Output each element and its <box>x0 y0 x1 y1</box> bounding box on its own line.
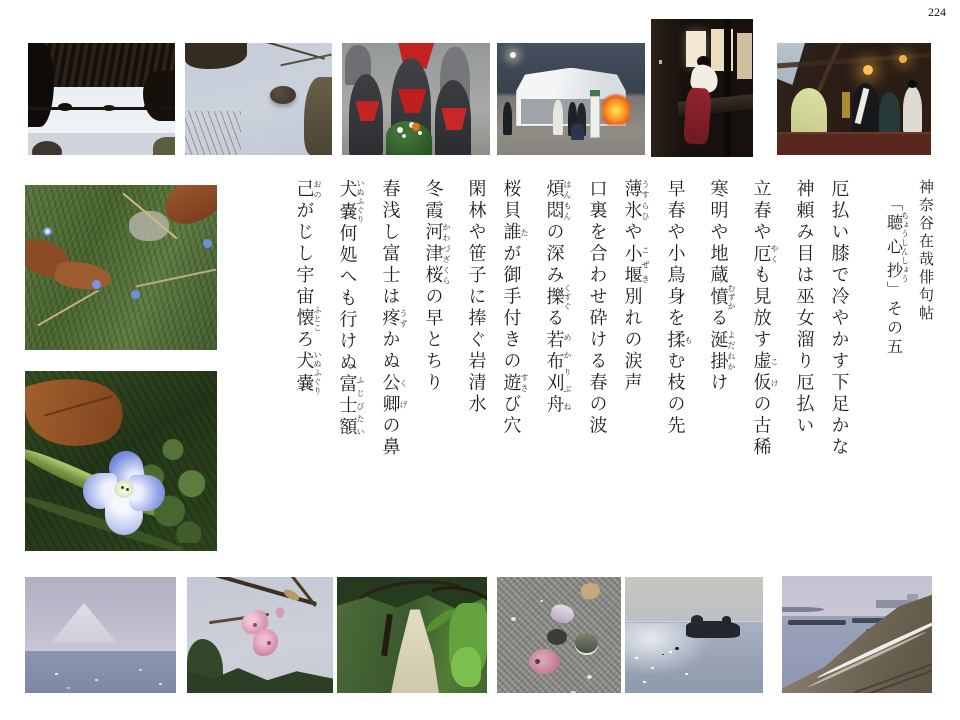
haiku-column-3: 立春や厄やくも見放す虚仮こけの古稀 <box>751 179 779 459</box>
shell <box>575 633 598 653</box>
photo-rock-islet <box>625 577 763 693</box>
photo-pond-reflection <box>28 43 175 155</box>
photo-shrine-maiden <box>651 19 753 157</box>
haiku-column-1: 厄払い膝で冷やかす下足かな <box>829 179 850 459</box>
red-hakama <box>683 87 712 145</box>
page-number: 224 <box>928 5 946 19</box>
figure <box>503 102 512 135</box>
petal <box>129 475 165 511</box>
haiku-column-7: 口裏を合わせ砕ける春の波 <box>587 179 608 437</box>
sacred-bonfire <box>602 93 630 125</box>
haiku-column-9: 桜貝誰たが御手付きの遊すさび穴 <box>501 179 529 437</box>
photo-veronica-closeup <box>25 371 217 551</box>
haiku-column-14: 己おのがじし宇宙懐ふところ犬嚢いぬふぐり <box>294 179 322 396</box>
pillar <box>724 19 731 157</box>
photo-hazy-fuji <box>25 577 176 693</box>
haiku-column-2: 神頼み目は巫女溜り厄払い <box>794 179 815 437</box>
dark-stone <box>547 629 567 645</box>
ceremony-sign <box>590 90 600 138</box>
railing <box>777 132 931 155</box>
haiku-column-13: 犬嚢いぬふぐり何処へも行けぬ富士額ふじびたい <box>337 179 365 439</box>
flower-center <box>114 480 134 498</box>
sea-birds <box>675 647 679 650</box>
pink-shell <box>529 649 560 674</box>
photo-beach-shells <box>497 577 621 693</box>
photo-kawazu-sakura <box>187 577 333 693</box>
cherry-blossom <box>253 629 278 656</box>
photo-shrine-worshippers <box>777 43 931 155</box>
haiku-column-8: 煩悶はんもんの深み擽くすぐる若布刈舟めかりぶね <box>544 179 572 416</box>
photo-jizo-statues <box>342 43 490 155</box>
lantern <box>899 55 907 63</box>
lantern <box>863 65 873 75</box>
haiku-text-block <box>279 179 933 581</box>
breakwater <box>788 620 846 625</box>
orange-flower <box>412 123 420 131</box>
haiku-column-11: 冬霞河津桜かわづざくらの早とちり <box>423 179 451 394</box>
branch <box>197 577 317 606</box>
blue-flowers <box>43 227 52 236</box>
figure <box>879 92 900 134</box>
volume-title: 「聴心抄 ちょうしんしょう」その五 <box>884 195 910 357</box>
album-title: 神奈谷在哉俳句帖 <box>917 179 933 323</box>
photo-bonfire-tent <box>497 43 645 155</box>
haiku-column-4: 寒明や地蔵憤むずかる涎掛よだれかけ <box>708 179 736 394</box>
haiku-column-5: 早春や小鳥身を揉もむ枝の先 <box>665 179 693 437</box>
white-robe-figure <box>903 86 922 132</box>
veronica-flower <box>83 451 167 535</box>
photo-beach-breakwaters <box>782 576 932 693</box>
photo-forest-path <box>337 577 487 693</box>
haiku-column-10: 閑林や笹子に捧ぐ岩清水 <box>466 179 487 416</box>
white-flowers <box>397 127 403 133</box>
priest-figure <box>553 100 563 135</box>
pond-rock <box>270 86 296 104</box>
lamp <box>510 52 516 58</box>
photo-inufuguri-field <box>25 185 217 350</box>
twig <box>280 54 331 67</box>
haiku-column-6: 薄氷うすらひや小堰こぜき別れの涙声 <box>622 179 650 394</box>
yellow-robe-figure <box>791 88 827 136</box>
photo-winter-pond <box>185 43 332 155</box>
haiku-column-12: 春浅し富士は疼うずかぬ公卿くげの鼻 <box>380 179 408 459</box>
lit-window <box>737 33 752 79</box>
